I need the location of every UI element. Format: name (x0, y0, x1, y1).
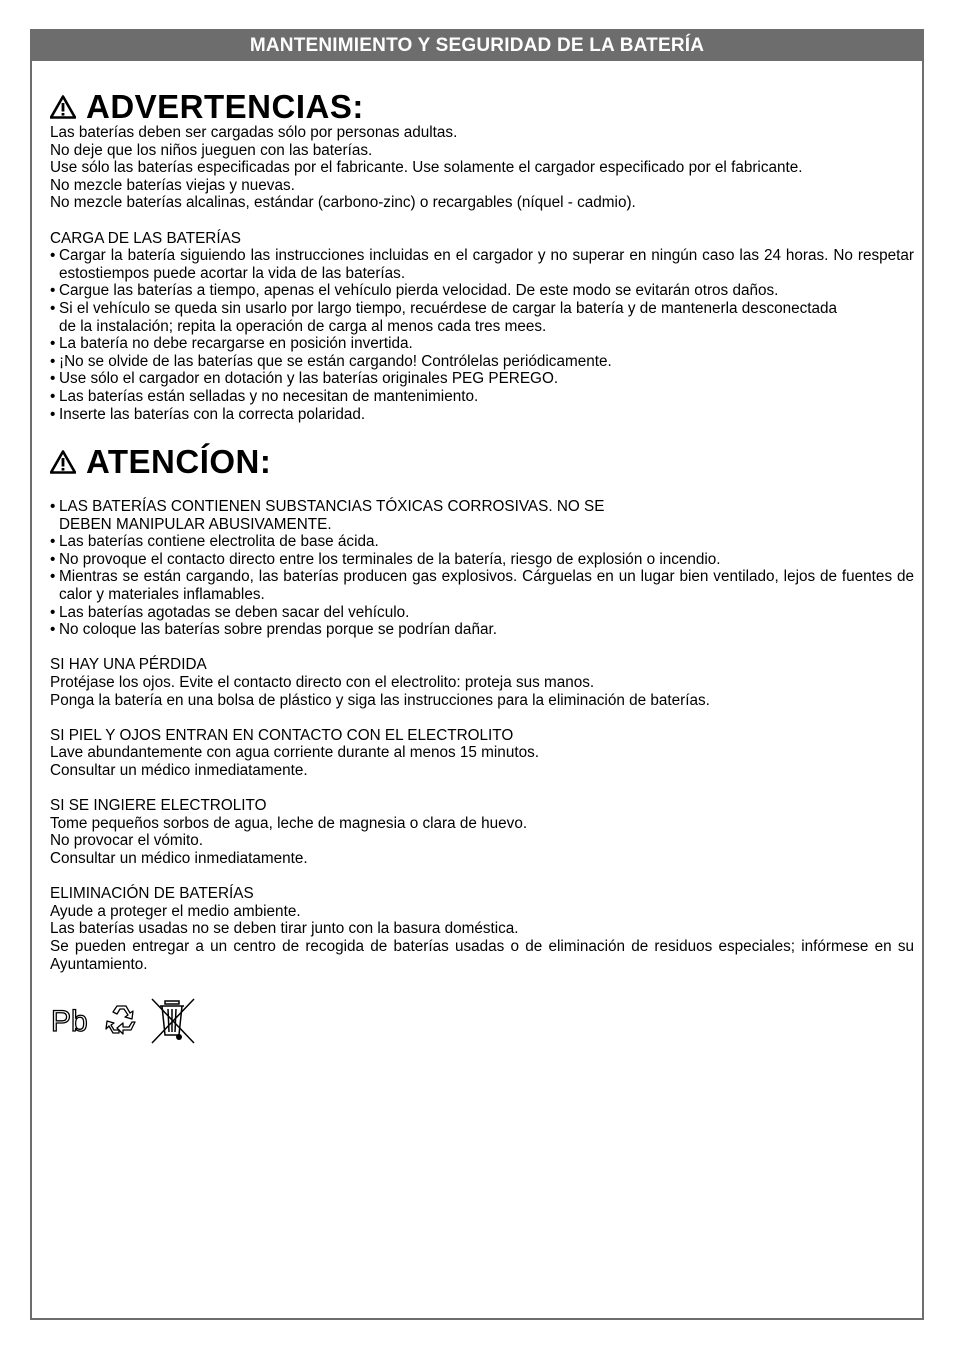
section-title-carga: CARGA DE LAS BATERÍAS (50, 229, 241, 247)
content (50, 89, 914, 1045)
text-line: Protéjase los ojos. Evite el contacto directo con el electrolito: proteja sus manos. (50, 674, 595, 692)
list-item: • Inserte las baterías con la correcta polaridad. (50, 405, 366, 423)
text-line: Lave abundantemente con agua corriente durante al menos 15 minutos. (50, 744, 539, 762)
list-item: • Las baterías están selladas y no necesitan de mantenimiento. (50, 387, 479, 405)
list-item: • Si el vehículo se queda sin usarlo por largo tiempo, recuérdese de cargar la batería y de mantenerla desconectada de la instalación; repita la operación de carga al menos cada tres mees. (50, 299, 838, 335)
text-line: Consultar un médico inmediatamente. (50, 849, 308, 867)
text-line: Consultar un médico inmediatamente. (50, 762, 308, 779)
list-item: • Las baterías contiene electrolita de base ácida. (50, 533, 379, 551)
list-item: • No provoque el contacto directo entre los terminales de la batería, riesgo de explosión o incendio. (50, 550, 721, 568)
text-line: No deje que los niños jueguen con las baterías. (50, 141, 373, 159)
text-line: No mezcle baterías alcalinas, estándar (carbono-zinc) o recargables (níquel - cadmio). (50, 194, 636, 212)
atencion-body (50, 498, 914, 973)
advertencias-body (50, 124, 914, 423)
text-line: No mezcle baterías viejas y nuevas. (50, 176, 295, 194)
recycle-icon (102, 1000, 142, 1040)
text-line: Las baterías deben ser cargadas sólo por personas adultas. (50, 124, 458, 141)
text-line: No provocar el vómito. (50, 832, 204, 850)
list-item: • LAS BATERÍAS CONTIENEN SUBSTANCIAS TÓXICAS CORROSIVAS. NO SE DEBEN MANIPULAR ABUSIVAMENTE. (50, 498, 605, 533)
advertencias-heading (50, 89, 914, 125)
list-item: • No coloque las baterías sobre prendas porque se podrían dañar. (50, 621, 497, 639)
list-item: • Las baterías agotadas se deben sacar del vehículo. (50, 603, 410, 621)
section-title-piel: SI PIEL Y OJOS ENTRAN EN CONTACTO CON EL ELECTROLITO (50, 726, 514, 744)
section-title-eliminacion: ELIMINACIÓN DE BATERÍAS (50, 885, 254, 903)
list-item: • La batería no debe recargarse en posición invertida. (50, 335, 413, 353)
page-header: MANTENIMIENTO Y SEGURIDAD DE LA BATERÍA (32, 31, 922, 61)
pb-icon (50, 1003, 90, 1037)
list-item: • Use sólo el cargador en dotación y las baterías originales PEG PEREGO. (50, 370, 559, 388)
advertencias-title: ADVERTENCIAS: (86, 88, 364, 125)
list-item: • Cargar la batería siguiendo las instrucciones incluidas en el cargador y no superar en ningún caso las 24 horas. No respetar estostiempos puede acortar la vida de las baterías. (50, 247, 914, 282)
pb-label: Pb (51, 1005, 88, 1038)
warning-triangle-icon (50, 450, 76, 474)
text-line: Use sólo las baterías especificadas por el fabricante. Use solamente el cargador especificado por el fabricante. (50, 159, 803, 177)
section-title-perdida: SI HAY UNA PÉRDIDA (50, 656, 207, 674)
text-line: Ayude a proteger el medio ambiente. (50, 902, 301, 920)
text-line: Tome pequeños sorbos de agua, leche de magnesia o clara de huevo. (50, 814, 528, 832)
list-item: • Mientras se están cargando, las baterías producen gas explosivos. Cárguelas en un lugar bien ventilado, lejos de fuentes de calor y materiales inflamables. (50, 568, 914, 604)
text-line: Se pueden entregar a un centro de recogida de baterías usadas o de eliminación de residuos especiales; infórmese en su Ayuntamiento. (50, 937, 914, 973)
text-line: Las baterías usadas no se deben tirar junto con la basura doméstica. (50, 920, 519, 938)
list-item: • Cargue las baterías a tiempo, apenas el vehículo pierda velocidad. De este modo se evitarán otros daños. (50, 282, 779, 300)
page-frame (30, 29, 924, 1320)
section-title-ingiere: SI SE INGIERE ELECTROLITO (50, 797, 267, 815)
disposal-symbols (50, 995, 914, 1045)
text-line: Ponga la batería en una bolsa de plástico y siga las instrucciones para la eliminación de baterías. (50, 691, 710, 709)
list-item: • ¡No se olvide de las baterías que se están cargando! Contrólelas periódicamente. (50, 352, 612, 370)
atencion-heading (50, 444, 914, 480)
atencion-title: ATENCÍON: (86, 443, 272, 481)
crossed-bin-icon (148, 995, 198, 1045)
warning-triangle-icon (50, 95, 76, 119)
